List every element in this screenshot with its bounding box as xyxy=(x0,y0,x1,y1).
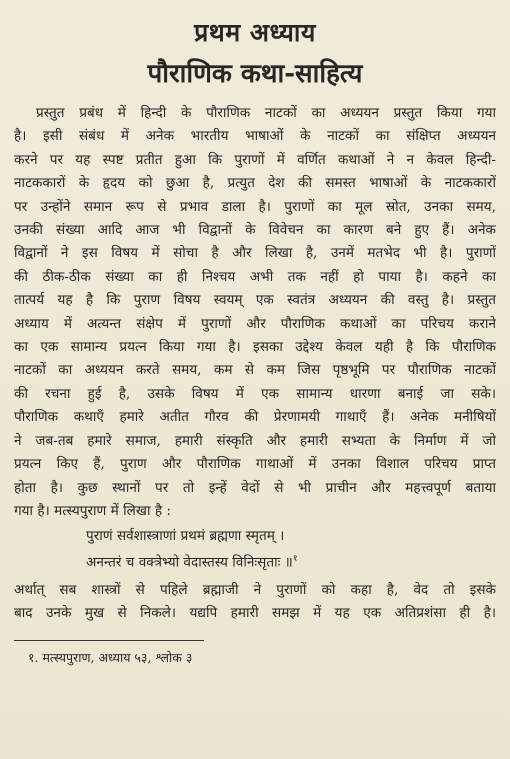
paragraph-1 xyxy=(14,102,496,523)
chapter-title: पौराणिक कथा-साहित्य xyxy=(147,59,363,89)
verse-line-2 xyxy=(86,548,496,575)
verse-line-2-text: अनन्तरं च वक्त्रेभ्यो वेदास्तस्य विनिःसृताः ॥ xyxy=(86,554,293,571)
verse-line-1: पुराणं सर्वशास्त्राणां प्रथमं ब्रह्मणा स्मृतम् । xyxy=(86,528,285,545)
text-line: पौराणिक कथाएँ हमारे अतीत गौरव की प्रेरणामयी गाथाएँ हैं। अनेक मनीषियों xyxy=(14,409,496,426)
text-line: अर्थात् सब शास्त्रों से पहिले ब्रह्माजी ने पुराणों को कहा है, वेद तो इसके xyxy=(14,581,496,598)
text-line: नाटकों का अध्ययन करते समय, कम से कम जिस पृष्ठभूमि पर पौराणिक नाटकों xyxy=(14,362,496,379)
text-line: नाटककारों के हृदय को छुआ है, प्रत्युत देश की समस्त भाषाओं के नाटककारों xyxy=(14,175,496,192)
text-line: विद्वानों ने इस विषय में सोचा है और लिखा है, उनमें मतभेद भी है। पुराणों xyxy=(14,245,496,262)
footnote-marker: १ xyxy=(292,554,298,565)
footnote-divider xyxy=(14,640,204,641)
text-line: है। इसी संबंध में अनेक भारतीय भाषाओं के नाटकों का संक्षिप्त अध्ययन xyxy=(14,128,496,145)
text-line: का एक सामान्य प्रयत्न किया गया है। इसका उद्देश्य केवल यही है कि पौराणिक xyxy=(14,339,496,356)
text-line: बाद उनके मुख से निकले। यद्यपि हमारी समझ में यह एक अतिप्रशंसा ही है। xyxy=(14,605,496,622)
text-line: करने पर यह स्पष्ट प्रतीत हुआ कि पुराणों में वर्णित कथाओं ने न केवल हिन्दी- xyxy=(14,151,496,168)
text-line: की रचना हुई है, उसके विषय में एक सामान्य धारणा बनाई जा सके। xyxy=(14,385,496,402)
text-line: ने जब-तब हमारे समाज, हमारी संस्कृति और हमारी सभ्यता के निर्माण में जो xyxy=(14,432,496,449)
text-line: प्रस्तुत प्रबंध में हिन्दी के पौराणिक नाटकों का अध्ययन प्रस्तुत किया गया xyxy=(36,105,496,121)
text-line: होता है। कुछ स्थानों पर तो इन्हें वेदों से भी प्राचीन और महत्त्वपूर्ण बताया xyxy=(14,479,496,496)
text-line: उनकी संख्या आदि आज भी विद्वानों के विवेचन का कारण बने हुए हैं। अनेक xyxy=(14,222,496,239)
sanskrit-verse xyxy=(14,525,496,575)
text-line: तात्पर्य यह है कि पुराण विषय स्वयम् एक स्वतंत्र अध्ययन की वस्तु है। प्रस्तुत xyxy=(14,292,496,309)
text-line: की ठीक-ठीक संख्या का ही निश्चय अभी तक नहीं हो पाया है। कहने का xyxy=(14,268,496,285)
footnote: १. मत्स्यपुराण, अध्याय ५३, श्लोक ३ xyxy=(28,649,193,665)
text-line: पर उन्होंने समान रूप से प्रभाव डाला है। पुराणों का मूल स्रोत, उनका समय, xyxy=(14,198,496,215)
text-line: अध्याय में अत्यन्त संक्षेप में पुराणों और पौराणिक कथाओं का परिचय कराने xyxy=(14,315,496,332)
text-line: गया है। मत्स्यपुराण में लिखा है : xyxy=(14,502,171,519)
text-line: प्रयत्न किए हैं, पुराण और पौराणिक गाथाओं में उनका विशाल परिचय प्राप्त xyxy=(14,456,496,473)
paragraph-2 xyxy=(14,579,496,626)
chapter-heading: प्रथम अध्याय xyxy=(194,18,316,47)
